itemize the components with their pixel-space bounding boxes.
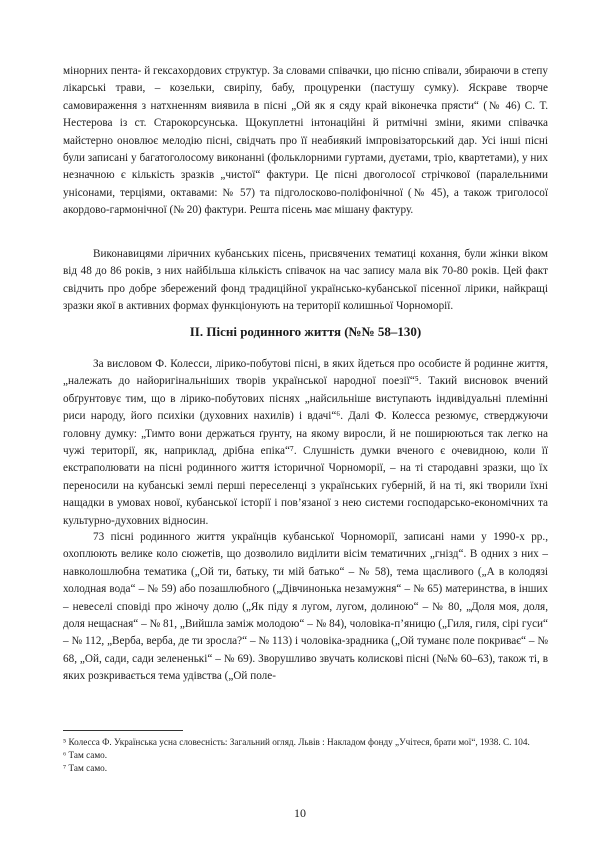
text-block-performers [63,246,548,316]
text-block-top [63,63,548,220]
paragraph-continuation: мінорних пента- й гексахордових структур. За словами співачки, цю пісню співали, збираючи в степу лікарські трави, – козельки, свиріпу, бабу, процуренки (пастушу сумку). Яскраве творче самовираження з натхненням виявила в пісні „Ой як я сяду край віконечка прясти“ (№ 46) С. Т. Нестерова із ст. Старокорсунська. Щокуплетні інтонаційні й ритмічні зміни, якими співачка майстерно оновлює мелодію пісні, свідчать про її неабиякий імпровізаторський дар. Усі інші пісні були записані у багатоголосому виконанні (фольклорними гуртами, дуєтами, тріо, квартетами), у них незначною є кількість зразків „чистої“ фактури. Це пісні двоголосої стрічкової (паралельними унісонами, терціями, октавами: № 57) та підголосково-поліфонічної (№ 45), а також триголосої акордово-гармонічної (№ 20) фактури. Решта пісень має мішану фактуру. [63,65,548,217]
footnote-7: ⁷ Там само. [63,763,108,773]
page-number: 10 [294,806,306,820]
paragraph-performers: Виконавицями ліричних кубанських пісень, присвячених тематиці кохання, були жінки віком від 48 до 86 років, з них найбільша кількість співачок на час запису мала вік 70-80 років. Цей факт свідчить про добре збережений фонд традиційної українсько-кубанської пісенної лірики, найкращі зразки якої в активних формах функціонують на території колишньої Чорноморії. [63,248,548,313]
footnote-5: ⁵ Колесса Ф. Українська усна словесність: Загальний огляд. Львів : Накладом фонду „Учітеся, брати мої“, 1938. С. 104. [63,737,530,747]
footnotes [63,736,548,775]
footnote-6: ⁶ Там само. [63,750,108,760]
footnote-divider [63,730,183,731]
paragraph-kolessa: За висловом Ф. Колесси, лірико-побутові пісні, в яких йдеться про особисте й родинне життя, „належать до найоригінальніших творів української народної поезії“⁵. Такий висновок вчений обґрунтовує тим, що в лірико-побутових піснях „найсильніше виступають індивідуальні племінні риси народу, його психіки (духовних нахилів) і вдачі“⁶. Далі Ф. Колесса резюмує, стверджуючи головну думку: „Тимто вони держаться ґрунту, на якому виросли, й не поширюються так легко на чужі території, як, наприклад, дрібна епіка“⁷. Слушність думки вченого є очевидною, коли її екстраполювати на пісні родинного життя історичної Чорноморії, – на ті стародавні зразки, що їх переносили на кубанські землі перші переселенці з українських губерній, й на ті, які творили їхні нащадки в умовах нової, кубанської історії і пов’язаної з нею системи господарсько-економічних та культурно-духовних відносин. [63,358,548,527]
text-block-kolessa [63,356,548,530]
text-block-songs [63,529,548,686]
paragraph-songs: 73 пісні родинного життя українців кубанської Чорноморії, записані нами у 1990-х рр., охоплюють велике коло сюжетів, що дозволило виділити вісім тематичних „гнізд“. В одних з них – навколошлюбна тематика („Ой ти, батьку, ти мій батько“ – № 58), тема щасливого („А в колодязі холодная вода“ – № 59) або позашлюбного („Дівчинонька незамужня“ – № 65) материнства, в інших – невеселі сповіді про жіночу долю („Як піду я лугом, лугом, долиною“ – № 80, „Доля моя, доля, доля нещасная“ – № 81, „Вийшла заміж молодою“ – № 84), чоловіка-п’яницю („Гиля, гиля, сірі гуси“ – № 112, „Верба, верба, де ти зросла?“ – № 113) і чоловіка-зрадника („Ой туманє поле покриває“ – № 68, „Ой, сади, сади зелененькі“ – № 69). Зворушливо звучать колискові пісні (№№ 60–63), також ті, в яких розкривається тема удівства („Ой поле- [63,531,548,683]
section-heading: II. Пісні родинного життя (№№ 58–130) [189,324,422,339]
